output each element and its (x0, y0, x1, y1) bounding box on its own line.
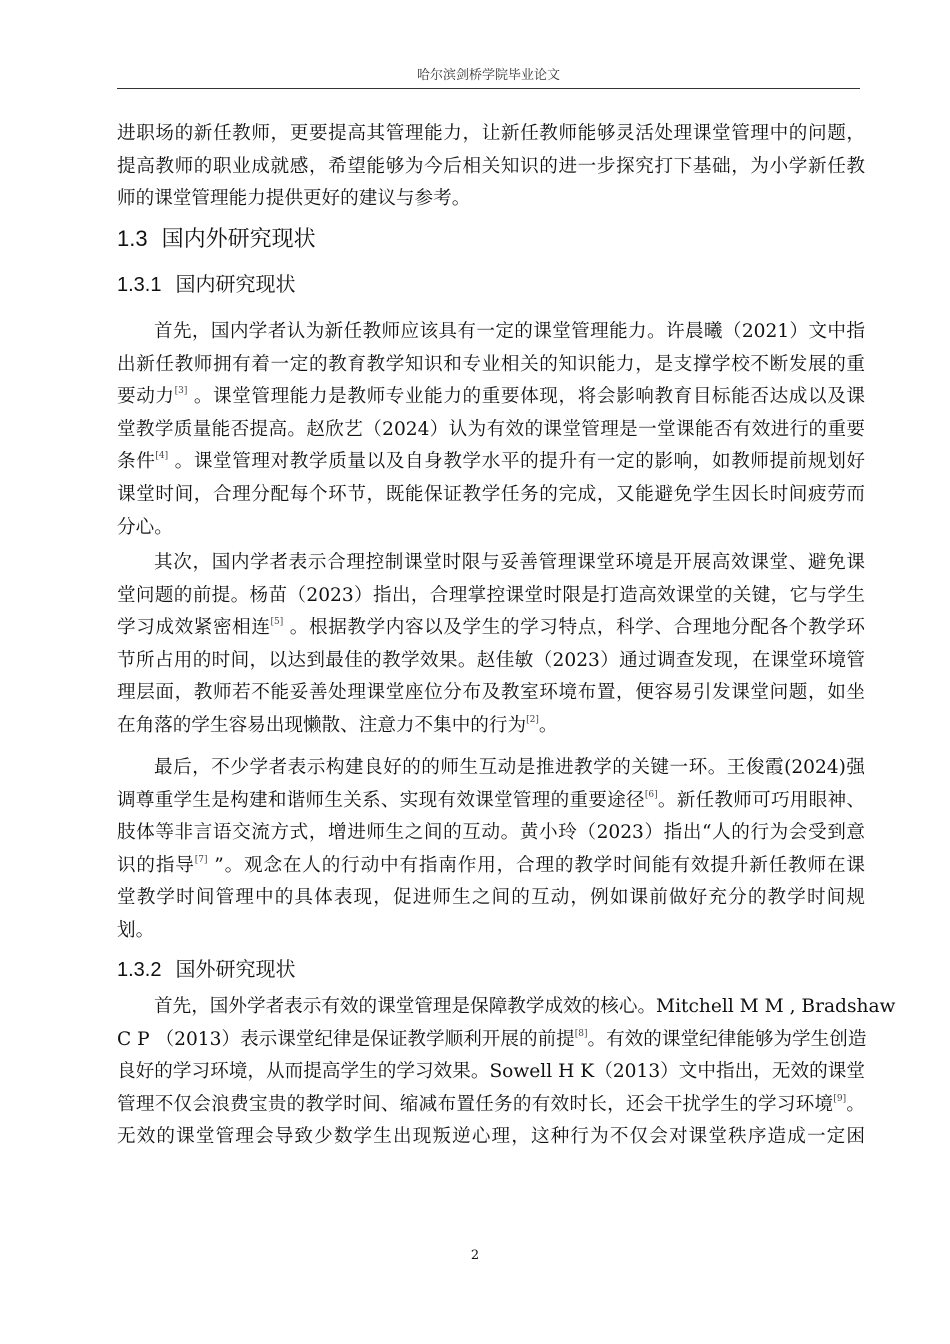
paragraph (117, 118, 865, 216)
heading-title: 国外研究现状 (175, 959, 296, 981)
text-run: 肢体等非言语交流方式，增进师生之间的互动。黄小玲（2023）指出“人的行为会受到意 (117, 822, 865, 844)
paragraph (117, 547, 865, 743)
text-run: 最后，不少学者表示构建良好的的师生互动是推进教学的关键一环。王俊霞(2024)强 (154, 757, 865, 778)
text-run: 。根据教学内容以及学生的学习特点，科学、合理地分配各个教学环 (283, 617, 865, 639)
text-line (117, 882, 865, 915)
text-line (117, 850, 865, 883)
text-run: 。课堂管理对教学质量以及自身教学水平的提升有一定的影响，如教师提前规划好 (168, 451, 865, 473)
text-run: 在角落的学生容易出现懒散、注意力不集中的行为 (117, 714, 527, 736)
text-line (117, 677, 865, 710)
text-run: 要动力 (117, 386, 175, 408)
text-line (117, 414, 865, 447)
heading-number: 1.3.2 (117, 959, 162, 981)
text-run: 堂教学质量能否提高。赵欣艺（2024）认为有效的课堂管理是一堂课能否有效进行的重要 (117, 418, 865, 440)
heading-number: 1.3.1 (117, 274, 162, 296)
paragraph (117, 316, 865, 544)
text-line (117, 349, 865, 382)
text-line (117, 612, 865, 645)
text-line (117, 752, 865, 785)
text-line (117, 381, 865, 414)
text-run: 堂问题的前提。杨苗（2023）指出，合理掌控课堂时限是打造高效课堂的关键，它与学生 (117, 584, 865, 606)
text-line (117, 183, 865, 216)
text-line (117, 118, 865, 151)
text-line (117, 547, 865, 580)
text-run: 出新任教师拥有着一定的教育教学知识和专业相关的知识能力，是支撑学校不断发展的重 (117, 353, 865, 375)
text-run: 无效的课堂管理会导致少数学生出现叛逆心理，这种行为不仅会对课堂秩序造成一定困 (117, 1126, 865, 1148)
text-run: 师的课堂管理能力提供更好的建议与参考。 (117, 188, 471, 210)
paragraph (117, 991, 896, 1154)
text-run: 条件 (117, 451, 156, 473)
citation-ref: [2] (526, 714, 539, 725)
text-run: 。 (538, 714, 558, 736)
paragraph (117, 752, 865, 948)
text-run: 理层面，教师若不能妥善处理课堂座位分布及教室环境布置，便容易引发课堂问题，如坐 (117, 682, 865, 704)
citation-ref: [7] (194, 854, 208, 865)
text-run: 识的指导 (117, 854, 195, 876)
text-run: 。新任教师可巧用眼神、 (657, 789, 865, 811)
text-run: 课堂时间，合理分配每个环节，既能保证教学任务的完成，又能避免学生因长时间疲劳而 (117, 483, 865, 505)
text-line (117, 151, 865, 184)
text-line (117, 580, 865, 613)
text-run: 划。 (117, 919, 155, 941)
subsection-heading (117, 268, 295, 297)
citation-ref: [5] (270, 617, 284, 628)
text-run: 堂教学时间管理中的具体表现，促进师生之间的互动，例如课前做好充分的教学时间规 (117, 887, 865, 909)
text-line (117, 1024, 865, 1057)
text-line (117, 1089, 865, 1122)
text-line (117, 479, 865, 512)
text-run: 学习成效紧密相连 (117, 617, 271, 639)
text-run: 其次，国内学者表示合理控制课堂时限与妥善管理课堂环境是开展高效课堂、避免课 (154, 552, 865, 573)
header-divider (117, 88, 860, 89)
heading-title: 国内研究现状 (175, 274, 296, 296)
text-run: 。有效的课堂纪律能够为学生创造 (587, 1028, 867, 1050)
text-line (117, 817, 865, 850)
subsection-heading (117, 953, 295, 982)
text-run: 良好的学习环境，从而提高学生的学习效果。Sowell H K（2013）文中指出，无效的课堂 (117, 1061, 865, 1083)
text-line (117, 1056, 865, 1089)
text-line (117, 446, 865, 479)
citation-ref: [8] (574, 1028, 588, 1039)
text-line (117, 710, 865, 743)
citation-ref: [3] (174, 386, 188, 397)
text-run: 。课堂管理能力是教师专业能力的重要体现，将会影响教育目标能否达成以及课 (187, 386, 865, 408)
text-line (117, 1121, 865, 1154)
text-run: ”。观念在人的行动中有指南作用，合理的教学时间能有效提升新任教师在课 (207, 854, 865, 876)
text-run: 分心。 (117, 516, 173, 538)
text-line (117, 512, 865, 545)
citation-ref: [4] (155, 451, 169, 462)
heading-title: 国内外研究现状 (161, 226, 316, 251)
text-run: 管理不仅会浪费宝贵的教学时间、缩减布置任务的有效时长，还会干扰学生的学习环境 (117, 1093, 834, 1115)
text-line (117, 991, 896, 1024)
text-run: 首先，国外学者表示有效的课堂管理是保障教学成效的核心。Mitchell M M , Bradshaw (154, 996, 896, 1017)
text-line (117, 915, 865, 948)
text-run: 首先，国内学者认为新任教师应该具有一定的课堂管理能力。许晨曦（2021）文中指 (154, 321, 865, 342)
text-run: 调尊重学生是构建和谐师生关系、实现有效课堂管理的重要途径 (117, 789, 645, 811)
page-number: 2 (470, 1248, 480, 1263)
citation-ref: [9] (833, 1093, 847, 1104)
section-heading (117, 222, 316, 253)
text-run: 。 (846, 1093, 865, 1115)
citation-ref: [6] (644, 789, 658, 800)
text-run: 进职场的新任教师，更要提高其管理能力，让新任教师能够灵活处理课堂管理中的问题， (117, 123, 865, 144)
running-header: 哈尔滨剑桥学院毕业论文 (416, 68, 560, 83)
heading-number: 1.3 (117, 226, 148, 251)
text-line (117, 785, 865, 818)
text-line (117, 645, 865, 678)
text-run: 提高教师的职业成就感，希望能够为今后相关知识的进一步探究打下基础，为小学新任教 (117, 155, 865, 177)
text-run: C P （2013）表示课堂纪律是保证教学顺利开展的前提 (117, 1028, 575, 1050)
text-line (117, 316, 865, 349)
text-run: 节所占用的时间，以达到最佳的教学效果。赵佳敏（2023）通过调查发现，在课堂环境管 (117, 649, 865, 671)
